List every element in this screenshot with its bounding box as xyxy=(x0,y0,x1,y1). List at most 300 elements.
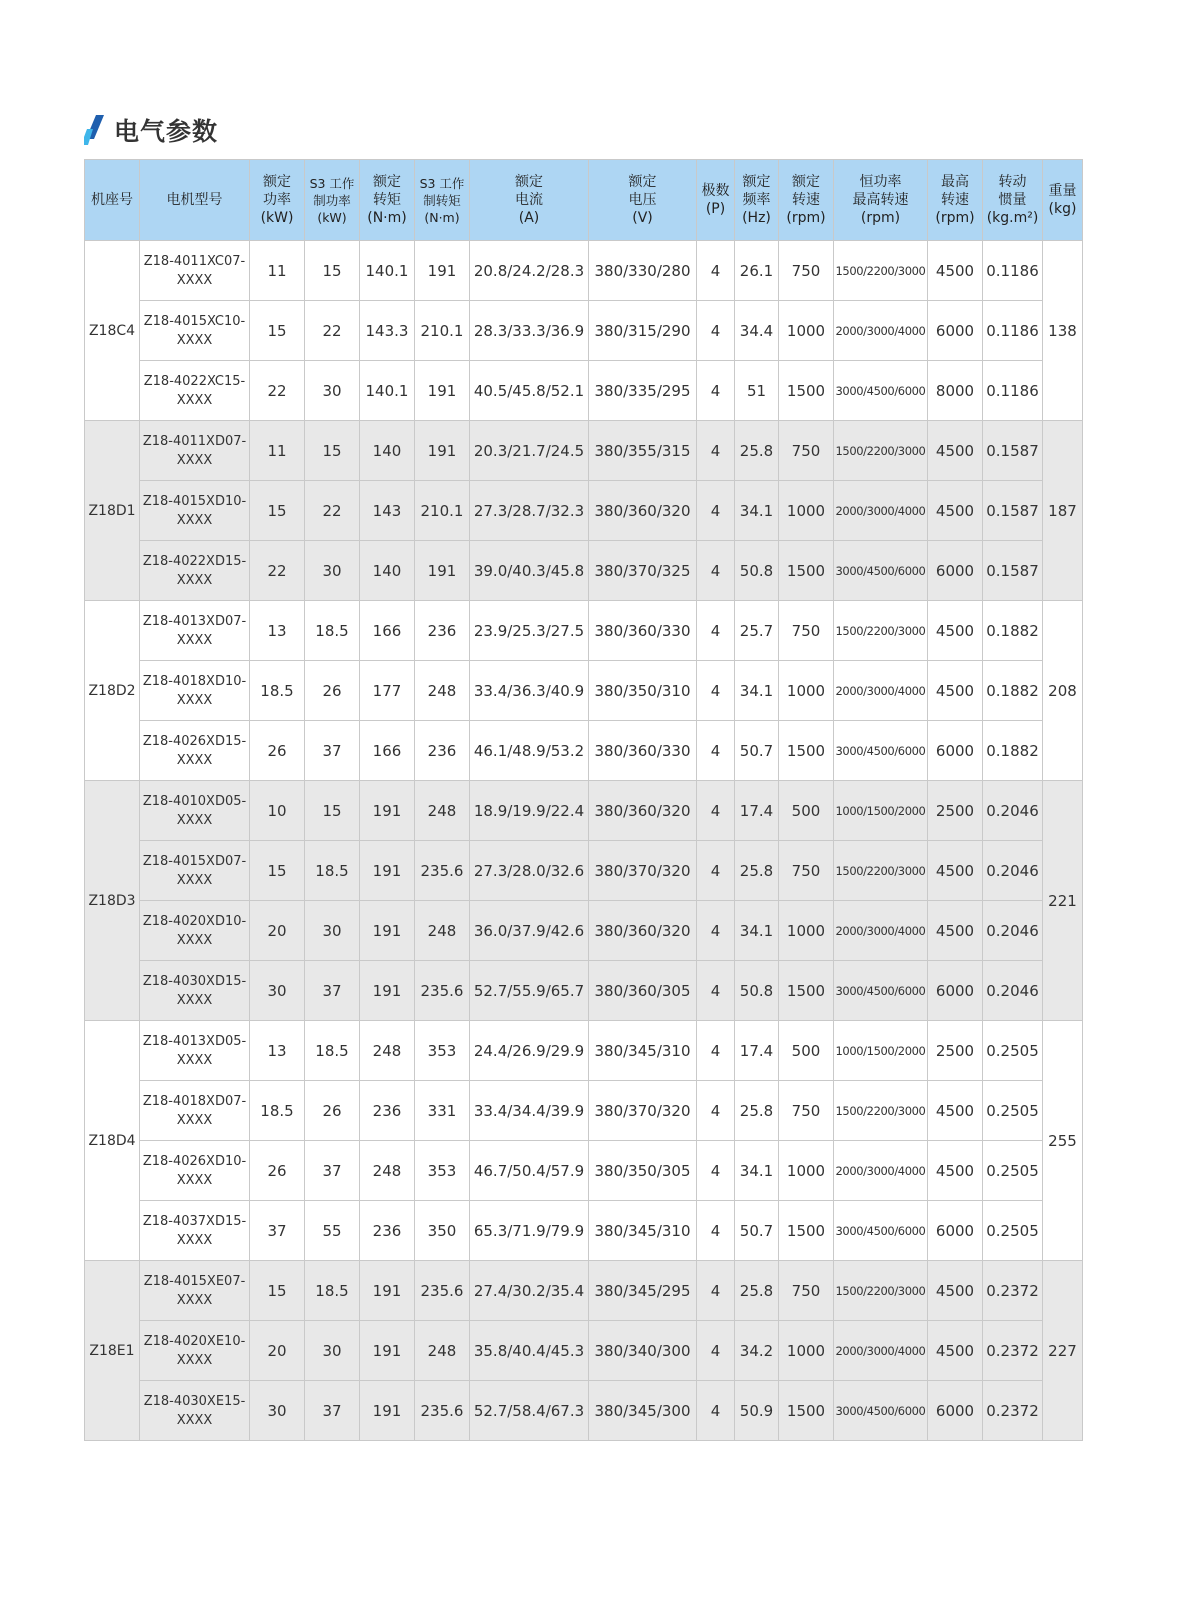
rated-speed-cell: 1500 xyxy=(779,541,834,601)
rated-speed-cell: 1500 xyxy=(779,721,834,781)
max-speed-cell: 4500 xyxy=(928,841,983,901)
rated-torque-cell: 236 xyxy=(360,1201,415,1261)
constant-power-max-speed-cell: 2000/3000/4000 xyxy=(834,901,928,961)
rated-speed-cell: 500 xyxy=(779,1021,834,1081)
header-text: 恒功率 xyxy=(859,174,902,190)
header-text: 制转矩 xyxy=(423,192,461,208)
rated-speed-cell: 750 xyxy=(779,1081,834,1141)
rated-voltage-cell: 380/360/320 xyxy=(589,781,697,841)
header-max-speed xyxy=(928,160,983,241)
rated-voltage-cell: 380/315/290 xyxy=(589,301,697,361)
poles-cell: 4 xyxy=(697,601,735,661)
max-speed-cell: 6000 xyxy=(928,301,983,361)
header-inertia xyxy=(983,160,1043,241)
header-rated-torque xyxy=(360,160,415,241)
rated-power-cell: 30 xyxy=(250,1381,305,1441)
constant-power-max-speed-cell: 3000/4500/6000 xyxy=(834,1201,928,1261)
s3-torque-cell: 235.6 xyxy=(415,841,470,901)
rated-power-cell: 15 xyxy=(250,1261,305,1321)
s3-torque-cell: 248 xyxy=(415,781,470,841)
s3-torque-cell: 210.1 xyxy=(415,481,470,541)
rated-power-cell: 22 xyxy=(250,361,305,421)
frame-cell: Z18E1 xyxy=(85,1261,140,1441)
header-text: (rpm) xyxy=(935,210,975,226)
rated-speed-cell: 750 xyxy=(779,241,834,301)
model-cell xyxy=(140,1081,250,1141)
constant-power-max-speed-cell: 3000/4500/6000 xyxy=(834,361,928,421)
poles-cell: 4 xyxy=(697,721,735,781)
poles-cell: 4 xyxy=(697,781,735,841)
model-text: XXXX xyxy=(176,1112,213,1128)
model-cell xyxy=(140,301,250,361)
model-text: XXXX xyxy=(176,572,213,588)
model-cell xyxy=(140,1021,250,1081)
table-row xyxy=(85,961,1083,1021)
s3-torque-cell: 235.6 xyxy=(415,1381,470,1441)
constant-power-max-speed-cell: 3000/4500/6000 xyxy=(834,961,928,1021)
rated-current-cell: 27.4/30.2/35.4 xyxy=(470,1261,589,1321)
rated-current-cell: 20.8/24.2/28.3 xyxy=(470,241,589,301)
rated-speed-cell: 1000 xyxy=(779,661,834,721)
poles-cell: 4 xyxy=(697,1021,735,1081)
s3-torque-cell: 235.6 xyxy=(415,961,470,1021)
rated-voltage-cell: 380/340/300 xyxy=(589,1321,697,1381)
s3-power-cell: 18.5 xyxy=(305,841,360,901)
header-text: 额定 xyxy=(263,174,291,190)
rated-frequency-cell: 34.4 xyxy=(735,301,779,361)
rated-voltage-cell: 380/345/310 xyxy=(589,1021,697,1081)
header-frame xyxy=(85,160,140,241)
header-text: (kg.m²) xyxy=(986,210,1039,226)
inertia-cell: 0.1587 xyxy=(983,421,1043,481)
rated-power-cell: 20 xyxy=(250,901,305,961)
rated-current-cell: 52.7/55.9/65.7 xyxy=(470,961,589,1021)
poles-cell: 4 xyxy=(697,961,735,1021)
frame-cell: Z18C4 xyxy=(85,241,140,421)
rated-frequency-cell: 50.7 xyxy=(735,1201,779,1261)
constant-power-max-speed-cell: 2000/3000/4000 xyxy=(834,301,928,361)
s3-power-cell: 37 xyxy=(305,721,360,781)
model-text: XXXX xyxy=(176,272,213,288)
header-text: 惯量 xyxy=(998,192,1027,208)
max-speed-cell: 6000 xyxy=(928,1381,983,1441)
constant-power-max-speed-cell: 2000/3000/4000 xyxy=(834,1141,928,1201)
table-row xyxy=(85,421,1083,481)
header-text: 功率 xyxy=(263,192,291,208)
model-text: Z18-4015XD10- xyxy=(142,493,247,509)
slash-logo-icon xyxy=(84,115,106,145)
table-row xyxy=(85,601,1083,661)
s3-power-cell: 30 xyxy=(305,901,360,961)
model-text: Z18-4030XE15- xyxy=(143,1393,246,1409)
frame-cell: Z18D3 xyxy=(85,781,140,1021)
table-row xyxy=(85,781,1083,841)
max-speed-cell: 4500 xyxy=(928,1081,983,1141)
header-rated-frequency xyxy=(735,160,779,241)
s3-torque-cell: 191 xyxy=(415,541,470,601)
constant-power-max-speed-cell: 1500/2200/3000 xyxy=(834,1081,928,1141)
rated-power-cell: 26 xyxy=(250,1141,305,1201)
rated-current-cell: 65.3/71.9/79.9 xyxy=(470,1201,589,1261)
table-body xyxy=(85,241,1083,1441)
rated-torque-cell: 236 xyxy=(360,1081,415,1141)
rated-power-cell: 22 xyxy=(250,541,305,601)
weight-cell: 187 xyxy=(1043,421,1083,601)
model-text: Z18-4015XE07- xyxy=(143,1273,246,1289)
rated-torque-cell: 143 xyxy=(360,481,415,541)
rated-frequency-cell: 25.8 xyxy=(735,841,779,901)
s3-power-cell: 15 xyxy=(305,421,360,481)
s3-torque-cell: 331 xyxy=(415,1081,470,1141)
rated-voltage-cell: 380/360/305 xyxy=(589,961,697,1021)
poles-cell: 4 xyxy=(697,661,735,721)
model-text: XXXX xyxy=(176,1232,213,1248)
s3-torque-cell: 236 xyxy=(415,601,470,661)
header-text: (A) xyxy=(518,210,540,226)
page-title: 电气参数 xyxy=(114,117,219,146)
rated-voltage-cell: 380/345/295 xyxy=(589,1261,697,1321)
rated-power-cell: 15 xyxy=(250,301,305,361)
rated-voltage-cell: 380/355/315 xyxy=(589,421,697,481)
header-text: 额定 xyxy=(373,174,401,190)
weight-cell: 138 xyxy=(1043,241,1083,421)
rated-current-cell: 46.1/48.9/53.2 xyxy=(470,721,589,781)
max-speed-cell: 6000 xyxy=(928,1201,983,1261)
constant-power-max-speed-cell: 3000/4500/6000 xyxy=(834,541,928,601)
rated-current-cell: 36.0/37.9/42.6 xyxy=(470,901,589,961)
s3-torque-cell: 353 xyxy=(415,1021,470,1081)
model-cell xyxy=(140,361,250,421)
table-row xyxy=(85,541,1083,601)
header-text: (P) xyxy=(705,201,726,217)
rated-power-cell: 13 xyxy=(250,1021,305,1081)
s3-torque-cell: 191 xyxy=(415,241,470,301)
rated-power-cell: 11 xyxy=(250,421,305,481)
model-cell xyxy=(140,661,250,721)
inertia-cell: 0.2372 xyxy=(983,1261,1043,1321)
constant-power-max-speed-cell: 2000/3000/4000 xyxy=(834,481,928,541)
s3-power-cell: 37 xyxy=(305,961,360,1021)
rated-speed-cell: 1000 xyxy=(779,1321,834,1381)
constant-power-max-speed-cell: 1500/2200/3000 xyxy=(834,1261,928,1321)
header-text: 电压 xyxy=(628,192,657,208)
rated-torque-cell: 140.1 xyxy=(360,361,415,421)
rated-current-cell: 33.4/34.4/39.9 xyxy=(470,1081,589,1141)
inertia-cell: 0.2505 xyxy=(983,1201,1043,1261)
inertia-cell: 0.1587 xyxy=(983,541,1043,601)
header-text: (kW) xyxy=(260,210,294,226)
model-text: Z18-4018XD10- xyxy=(142,673,247,689)
rated-frequency-cell: 34.1 xyxy=(735,901,779,961)
model-text: Z18-4020XD10- xyxy=(142,913,247,929)
rated-torque-cell: 140 xyxy=(360,421,415,481)
model-cell xyxy=(140,541,250,601)
header-rated-current xyxy=(470,160,589,241)
rated-torque-cell: 191 xyxy=(360,1321,415,1381)
table-row xyxy=(85,721,1083,781)
constant-power-max-speed-cell: 2000/3000/4000 xyxy=(834,661,928,721)
header-text: (N·m) xyxy=(424,209,460,225)
model-text: Z18-4013XD07- xyxy=(142,613,247,629)
s3-power-cell: 22 xyxy=(305,301,360,361)
rated-power-cell: 20 xyxy=(250,1321,305,1381)
frame-cell: Z18D1 xyxy=(85,421,140,601)
model-text: XXXX xyxy=(176,512,213,528)
table-row xyxy=(85,661,1083,721)
rated-current-cell: 27.3/28.0/32.6 xyxy=(470,841,589,901)
rated-frequency-cell: 50.8 xyxy=(735,961,779,1021)
constant-power-max-speed-cell: 3000/4500/6000 xyxy=(834,721,928,781)
rated-speed-cell: 1000 xyxy=(779,301,834,361)
table-row xyxy=(85,1021,1083,1081)
model-text: XXXX xyxy=(176,1172,213,1188)
constant-power-max-speed-cell: 1500/2200/3000 xyxy=(834,601,928,661)
header-text: S3 工作 xyxy=(309,175,355,191)
rated-speed-cell: 1500 xyxy=(779,961,834,1021)
rated-power-cell: 30 xyxy=(250,961,305,1021)
model-text: XXXX xyxy=(176,1292,213,1308)
s3-power-cell: 37 xyxy=(305,1141,360,1201)
model-cell xyxy=(140,961,250,1021)
table-row xyxy=(85,1141,1083,1201)
poles-cell: 4 xyxy=(697,241,735,301)
poles-cell: 4 xyxy=(697,541,735,601)
rated-current-cell: 33.4/36.3/40.9 xyxy=(470,661,589,721)
model-text: XXXX xyxy=(176,452,213,468)
model-text: Z18-4015XC10- xyxy=(143,313,246,329)
constant-power-max-speed-cell: 1500/2200/3000 xyxy=(834,841,928,901)
poles-cell: 4 xyxy=(697,1201,735,1261)
weight-cell: 208 xyxy=(1043,601,1083,781)
model-text: Z18-4022XC15- xyxy=(143,373,246,389)
table-row xyxy=(85,481,1083,541)
rated-power-cell: 37 xyxy=(250,1201,305,1261)
rated-speed-cell: 750 xyxy=(779,601,834,661)
rated-speed-cell: 1000 xyxy=(779,1141,834,1201)
poles-cell: 4 xyxy=(697,1081,735,1141)
header-text: 机座号 xyxy=(91,192,133,208)
model-text: XXXX xyxy=(176,992,213,1008)
rated-speed-cell: 750 xyxy=(779,841,834,901)
model-cell xyxy=(140,1321,250,1381)
rated-speed-cell: 1500 xyxy=(779,1381,834,1441)
rated-frequency-cell: 34.2 xyxy=(735,1321,779,1381)
model-text: XXXX xyxy=(176,752,213,768)
rated-voltage-cell: 380/345/300 xyxy=(589,1381,697,1441)
inertia-cell: 0.1186 xyxy=(983,241,1043,301)
rated-frequency-cell: 50.7 xyxy=(735,721,779,781)
rated-frequency-cell: 50.9 xyxy=(735,1381,779,1441)
max-speed-cell: 6000 xyxy=(928,541,983,601)
model-text: XXXX xyxy=(176,1412,213,1428)
model-cell xyxy=(140,721,250,781)
rated-frequency-cell: 34.1 xyxy=(735,661,779,721)
s3-power-cell: 15 xyxy=(305,781,360,841)
max-speed-cell: 4500 xyxy=(928,1141,983,1201)
rated-power-cell: 10 xyxy=(250,781,305,841)
rated-torque-cell: 191 xyxy=(360,841,415,901)
model-text: Z18-4026XD15- xyxy=(142,733,247,749)
rated-voltage-cell: 380/330/280 xyxy=(589,241,697,301)
rated-frequency-cell: 34.1 xyxy=(735,1141,779,1201)
inertia-cell: 0.2046 xyxy=(983,901,1043,961)
model-text: Z18-4010XD05- xyxy=(142,793,247,809)
rated-torque-cell: 143.3 xyxy=(360,301,415,361)
rated-current-cell: 28.3/33.3/36.9 xyxy=(470,301,589,361)
rated-torque-cell: 166 xyxy=(360,601,415,661)
s3-torque-cell: 210.1 xyxy=(415,301,470,361)
s3-power-cell: 30 xyxy=(305,541,360,601)
header-text: 频率 xyxy=(742,192,771,208)
rated-current-cell: 39.0/40.3/45.8 xyxy=(470,541,589,601)
rated-torque-cell: 191 xyxy=(360,1261,415,1321)
poles-cell: 4 xyxy=(697,361,735,421)
s3-torque-cell: 350 xyxy=(415,1201,470,1261)
rated-current-cell: 52.7/58.4/67.3 xyxy=(470,1381,589,1441)
rated-torque-cell: 177 xyxy=(360,661,415,721)
header-s3-power xyxy=(305,160,360,241)
inertia-cell: 0.1882 xyxy=(983,721,1043,781)
rated-current-cell: 46.7/50.4/57.9 xyxy=(470,1141,589,1201)
rated-speed-cell: 750 xyxy=(779,1261,834,1321)
rated-voltage-cell: 380/370/320 xyxy=(589,841,697,901)
model-text: Z18-4018XD07- xyxy=(142,1093,247,1109)
rated-voltage-cell: 380/350/310 xyxy=(589,661,697,721)
rated-voltage-cell: 380/335/295 xyxy=(589,361,697,421)
header-rated-speed xyxy=(779,160,834,241)
header-constant-power-max-speed xyxy=(834,160,928,241)
rated-current-cell: 24.4/26.9/29.9 xyxy=(470,1021,589,1081)
max-speed-cell: 2500 xyxy=(928,781,983,841)
s3-power-cell: 30 xyxy=(305,1321,360,1381)
rated-frequency-cell: 25.8 xyxy=(735,1261,779,1321)
table-row xyxy=(85,301,1083,361)
inertia-cell: 0.2505 xyxy=(983,1141,1043,1201)
poles-cell: 4 xyxy=(697,901,735,961)
s3-power-cell: 26 xyxy=(305,1081,360,1141)
rated-torque-cell: 248 xyxy=(360,1141,415,1201)
header-text: 转速 xyxy=(941,192,969,208)
s3-power-cell: 30 xyxy=(305,361,360,421)
rated-voltage-cell: 380/360/320 xyxy=(589,901,697,961)
s3-torque-cell: 353 xyxy=(415,1141,470,1201)
constant-power-max-speed-cell: 3000/4500/6000 xyxy=(834,1381,928,1441)
rated-voltage-cell: 380/370/320 xyxy=(589,1081,697,1141)
poles-cell: 4 xyxy=(697,1321,735,1381)
header-rated-voltage xyxy=(589,160,697,241)
header-poles xyxy=(697,160,735,241)
table-row xyxy=(85,241,1083,301)
frame-cell: Z18D2 xyxy=(85,601,140,781)
rated-torque-cell: 140 xyxy=(360,541,415,601)
model-cell xyxy=(140,421,250,481)
poles-cell: 4 xyxy=(697,1261,735,1321)
model-text: XXXX xyxy=(176,632,213,648)
table-row xyxy=(85,1381,1083,1441)
table-row xyxy=(85,841,1083,901)
s3-torque-cell: 248 xyxy=(415,1321,470,1381)
max-speed-cell: 4500 xyxy=(928,901,983,961)
model-cell xyxy=(140,901,250,961)
constant-power-max-speed-cell: 1000/1500/2000 xyxy=(834,781,928,841)
table-row xyxy=(85,1261,1083,1321)
max-speed-cell: 6000 xyxy=(928,961,983,1021)
model-text: Z18-4026XD10- xyxy=(142,1153,247,1169)
table-row xyxy=(85,1201,1083,1261)
model-text: Z18-4015XD07- xyxy=(142,853,247,869)
model-cell xyxy=(140,1201,250,1261)
header-text: 额定 xyxy=(792,174,820,190)
inertia-cell: 0.2505 xyxy=(983,1021,1043,1081)
header-text: 转动 xyxy=(998,174,1027,190)
max-speed-cell: 4500 xyxy=(928,601,983,661)
header-text: 重量 xyxy=(1048,183,1077,199)
rated-torque-cell: 191 xyxy=(360,901,415,961)
s3-power-cell: 18.5 xyxy=(305,1021,360,1081)
header-text: 转速 xyxy=(792,192,820,208)
header-text: 最高转速 xyxy=(852,192,909,208)
table-header xyxy=(85,160,1083,241)
header-text: (rpm) xyxy=(860,210,901,226)
table-row xyxy=(85,901,1083,961)
weight-cell: 221 xyxy=(1043,781,1083,1021)
model-text: XXXX xyxy=(176,392,213,408)
rated-power-cell: 15 xyxy=(250,481,305,541)
s3-torque-cell: 191 xyxy=(415,421,470,481)
poles-cell: 4 xyxy=(697,1381,735,1441)
constant-power-max-speed-cell: 1500/2200/3000 xyxy=(834,421,928,481)
model-cell xyxy=(140,1381,250,1441)
rated-speed-cell: 1000 xyxy=(779,901,834,961)
model-cell xyxy=(140,1261,250,1321)
rated-voltage-cell: 380/350/305 xyxy=(589,1141,697,1201)
inertia-cell: 0.1882 xyxy=(983,601,1043,661)
inertia-cell: 0.1882 xyxy=(983,661,1043,721)
model-text: XXXX xyxy=(176,692,213,708)
header-text: 额定 xyxy=(742,174,771,190)
rated-frequency-cell: 17.4 xyxy=(735,781,779,841)
rated-torque-cell: 248 xyxy=(360,1021,415,1081)
s3-torque-cell: 236 xyxy=(415,721,470,781)
max-speed-cell: 4500 xyxy=(928,481,983,541)
rated-torque-cell: 140.1 xyxy=(360,241,415,301)
rated-speed-cell: 750 xyxy=(779,421,834,481)
model-text: XXXX xyxy=(176,1352,213,1368)
header-text: 额定 xyxy=(515,174,543,190)
rated-frequency-cell: 50.8 xyxy=(735,541,779,601)
model-text: Z18-4022XD15- xyxy=(142,553,247,569)
s3-power-cell: 15 xyxy=(305,241,360,301)
constant-power-max-speed-cell: 1000/1500/2000 xyxy=(834,1021,928,1081)
rated-frequency-cell: 17.4 xyxy=(735,1021,779,1081)
weight-cell: 255 xyxy=(1043,1021,1083,1261)
rated-speed-cell: 500 xyxy=(779,781,834,841)
rated-torque-cell: 191 xyxy=(360,961,415,1021)
rated-power-cell: 15 xyxy=(250,841,305,901)
s3-power-cell: 26 xyxy=(305,661,360,721)
max-speed-cell: 4500 xyxy=(928,1261,983,1321)
max-speed-cell: 2500 xyxy=(928,1021,983,1081)
rated-current-cell: 40.5/45.8/52.1 xyxy=(470,361,589,421)
header-text: (kW) xyxy=(317,209,347,225)
header-rated-power xyxy=(250,160,305,241)
rated-current-cell: 35.8/40.4/45.3 xyxy=(470,1321,589,1381)
header-text: 极数 xyxy=(701,183,730,199)
s3-power-cell: 18.5 xyxy=(305,1261,360,1321)
rated-voltage-cell: 380/370/325 xyxy=(589,541,697,601)
inertia-cell: 0.2046 xyxy=(983,841,1043,901)
rated-power-cell: 18.5 xyxy=(250,661,305,721)
